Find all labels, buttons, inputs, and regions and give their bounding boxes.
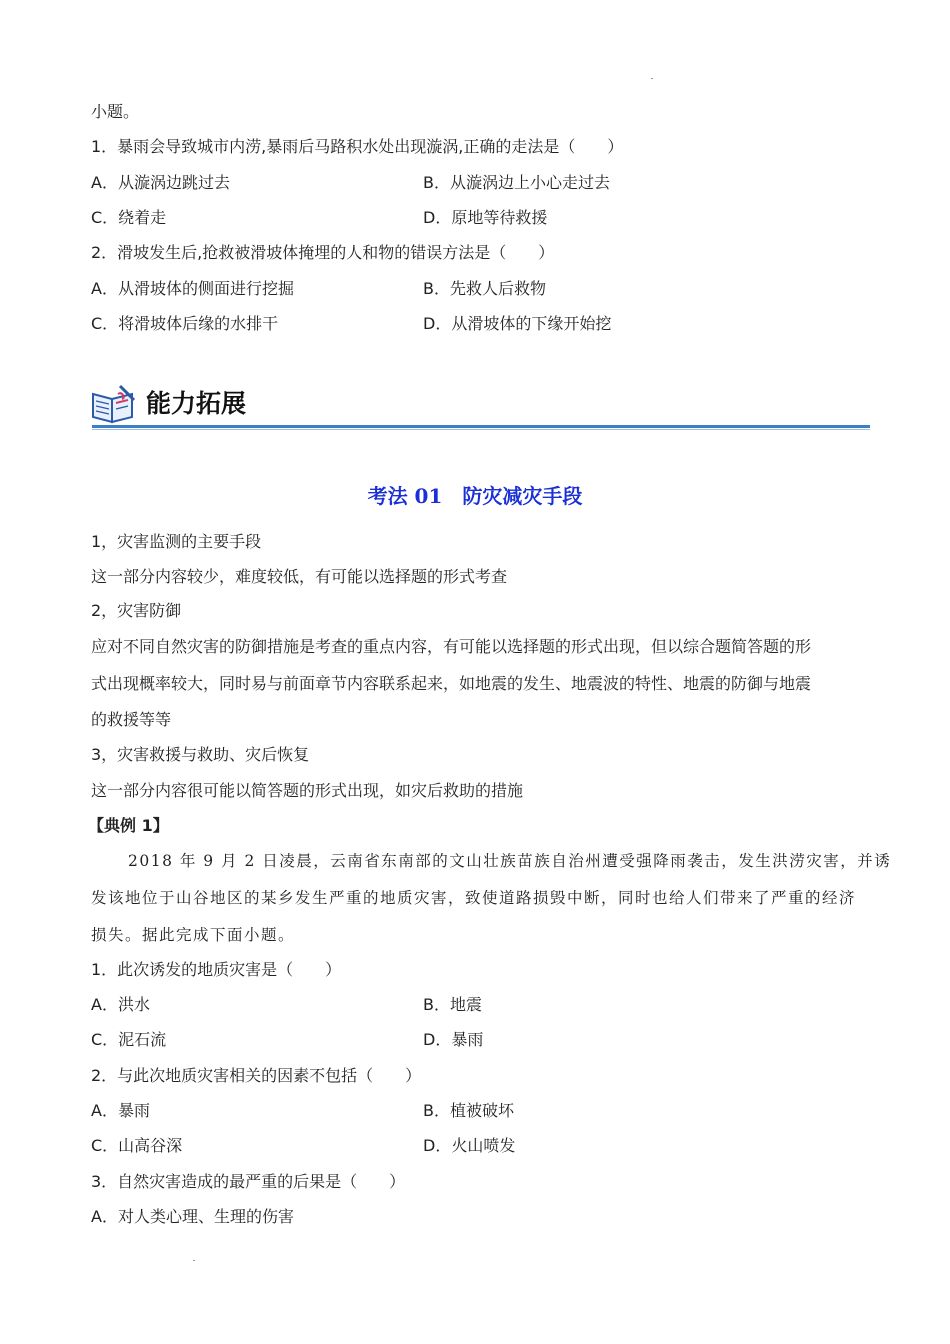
example-text: 发该地位于山谷地区的某乡发生严重的地质灾害，致使道路损毁中断，同时也给人们带来了严重的经济 (91, 889, 857, 907)
question-1: 1．暴雨会导致城市内涝,暴雨后马路积水处出现漩涡,正确的走法是（ ） (91, 137, 624, 156)
option-d: D．火山喷发 (423, 1136, 516, 1155)
option-b: B．先救人后救物 (423, 279, 546, 298)
option-c: C．山高谷深 (91, 1136, 183, 1155)
question-2: 2．滑坡发生后,抢救被滑坡体掩埋的人和物的错误方法是（ ） (91, 243, 555, 262)
text-fragment: 小题。 (91, 102, 140, 121)
question-3: 3．自然灾害造成的最严重的后果是（ ） (91, 1172, 406, 1191)
body-line: 这一部分内容较少，难度较低，有可能以选择题的形式考查 (91, 567, 508, 586)
option-c: C．泥石流 (91, 1030, 167, 1049)
example-text: 损失。据此完成下面小题。 (91, 926, 296, 944)
question-1: 1．此次诱发的地质灾害是（ ） (91, 960, 342, 979)
body-line: 应对不同自然灾害的防御措施是考查的重点内容，有可能以选择题的形式出现，但以综合题简答题的形 (91, 637, 812, 656)
option-d: D．从滑坡体的下缘开始挖 (423, 314, 612, 333)
section-header (90, 380, 872, 432)
body-line: 式出现概率较大，同时易与前面章节内容联系起来，如地震的发生、地震波的特性、地震的防御与地震 (91, 674, 812, 693)
body-line: 2，灾害防御 (91, 601, 182, 620)
option-b: B．植被破坏 (423, 1101, 514, 1120)
option-a: A．暴雨 (91, 1101, 150, 1120)
option-a: A．从漩涡边跳过去 (91, 173, 230, 192)
option-c: C．绕着走 (91, 208, 167, 227)
body-line: 的救援等等 (91, 710, 172, 729)
section-title: 能力拓展 (146, 389, 247, 418)
question-2: 2．与此次地质灾害相关的因素不包括（ ） (91, 1066, 422, 1085)
scan-dot (193, 1260, 195, 1261)
kaofa-title: 考法 01 防灾减灾手段 (367, 484, 583, 508)
book-pencil-icon (90, 382, 138, 424)
body-line: 3，灾害救援与救助、灾后恢复 (91, 745, 310, 764)
option-a: A．洪水 (91, 995, 150, 1014)
section-rule-light (92, 429, 870, 430)
option-a: A．对人类心理、生理的伤害 (91, 1207, 294, 1226)
body-line: 1，灾害监测的主要手段 (91, 532, 262, 551)
scan-dot (651, 78, 653, 79)
option-c: C．将滑坡体后缘的水排干 (91, 314, 279, 333)
body-line: 这一部分内容很可能以简答题的形式出现，如灾后救助的措施 (91, 781, 524, 800)
option-b: B．地震 (423, 995, 482, 1014)
option-d: D．暴雨 (423, 1030, 484, 1049)
example-text: 2018 年 9 月 2 日凌晨，云南省东南部的文山壮族苗族自治州遭受强降雨袭击，发生洪涝灾害，并诱 (128, 852, 892, 870)
option-a: A．从滑坡体的侧面进行挖掘 (91, 279, 294, 298)
section-rule (92, 425, 870, 428)
option-b: B．从漩涡边上小心走过去 (423, 173, 610, 192)
example-label: 【典例 1】 (88, 816, 169, 835)
option-d: D．原地等待救援 (423, 208, 548, 227)
